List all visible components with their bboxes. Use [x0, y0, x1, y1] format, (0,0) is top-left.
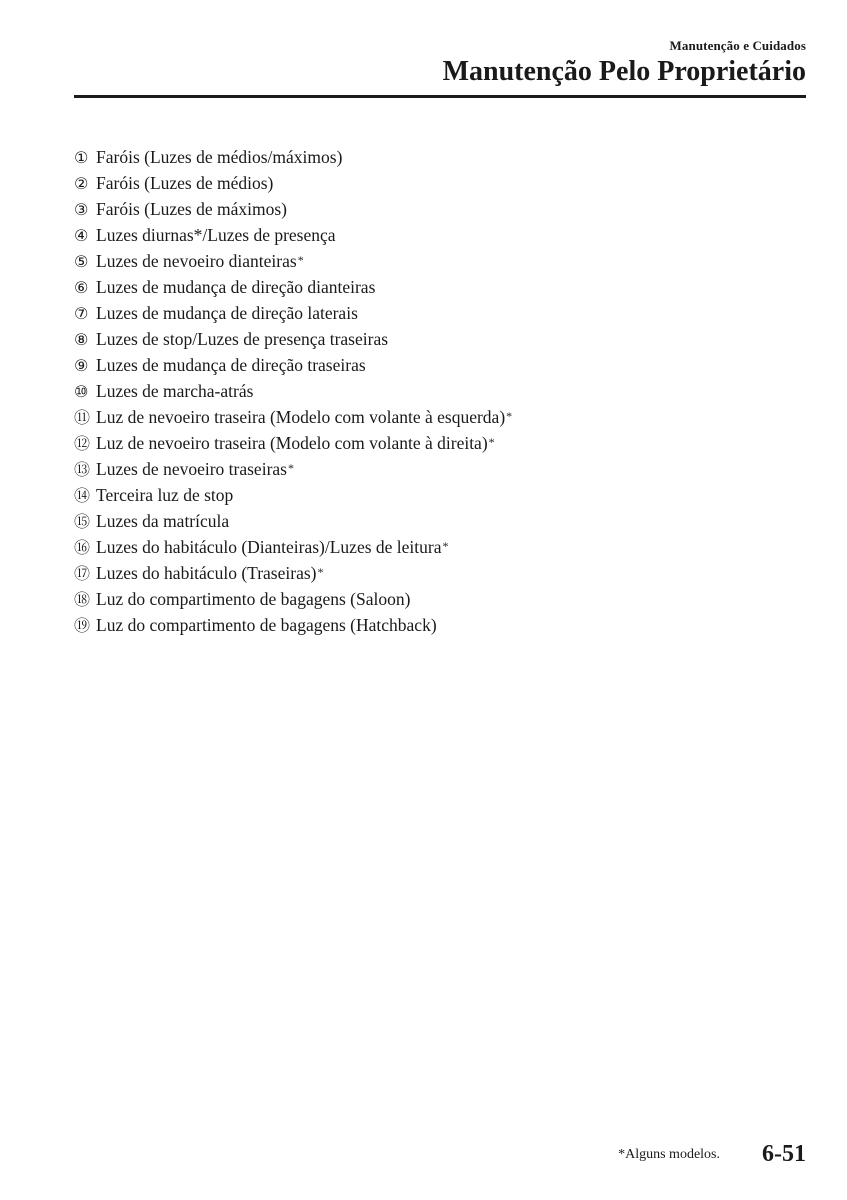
list-item: [74, 508, 512, 534]
item-number: ⑲: [74, 616, 91, 635]
item-text: Luzes de stop/Luzes de presença traseiras: [96, 329, 389, 349]
item-number: ①: [74, 148, 89, 167]
item-number: ⑦: [74, 304, 89, 323]
list-item: [74, 352, 512, 378]
item-number: ⑤: [74, 252, 89, 271]
item-number: ③: [74, 200, 89, 219]
item-text: Faróis (Luzes de máximos): [96, 199, 287, 219]
item-text: Luzes de nevoeiro dianteiras: [96, 251, 297, 271]
page-number: 6-51: [762, 1141, 806, 1167]
item-number: ⑨: [74, 356, 89, 375]
item-text: Luzes de marcha-atrás: [96, 381, 254, 401]
list-item: [74, 326, 512, 352]
list-item: [74, 378, 512, 404]
bulb-list: [74, 144, 512, 638]
item-number: ⑧: [74, 330, 89, 349]
item-number: ⑩: [74, 382, 89, 401]
asterisk: *: [506, 409, 513, 423]
list-item: [74, 586, 512, 612]
item-number: ⑰: [74, 564, 91, 583]
list-item: [74, 456, 512, 482]
item-number: ②: [74, 174, 89, 193]
list-item: [74, 248, 512, 274]
item-number: ⑯: [74, 538, 91, 557]
list-item: [74, 430, 512, 456]
header-rule: [74, 95, 806, 98]
list-item: [74, 560, 512, 586]
item-text: Luz de nevoeiro traseira (Modelo com volante à direita): [96, 433, 488, 453]
item-number: ⑬: [74, 460, 91, 479]
item-number: ⑭: [74, 486, 91, 505]
list-item: [74, 482, 512, 508]
page-title: Manutenção Pelo Proprietário: [442, 56, 806, 87]
item-number: ⑥: [74, 278, 89, 297]
item-number: ⑱: [74, 590, 91, 609]
list-item: [74, 300, 512, 326]
item-number: ⑪: [74, 408, 91, 427]
item-text: Luz do compartimento de bagagens (Saloon): [96, 589, 411, 609]
asterisk: *: [442, 539, 449, 553]
list-item: [74, 274, 512, 300]
item-number: ④: [74, 226, 89, 245]
asterisk: *: [297, 253, 304, 267]
section-label: Manutenção e Cuidados: [669, 38, 806, 53]
item-text: Luzes do habitáculo (Dianteiras)/Luzes de leitura: [96, 537, 442, 557]
footnote: *Alguns modelos.: [618, 1147, 720, 1162]
item-text: Luzes de mudança de direção traseiras: [96, 355, 366, 375]
item-text: Faróis (Luzes de médios): [96, 173, 274, 193]
item-text: Luz do compartimento de bagagens (Hatchback): [96, 615, 437, 635]
item-text: Luzes de nevoeiro traseiras: [96, 459, 287, 479]
asterisk: *: [287, 461, 294, 475]
list-item: [74, 222, 512, 248]
item-text: Luzes de mudança de direção dianteiras: [96, 277, 376, 297]
item-text: Faróis (Luzes de médios/máximos): [96, 147, 343, 167]
list-item: [74, 534, 512, 560]
asterisk: *: [317, 565, 324, 579]
list-item: [74, 170, 512, 196]
item-text: Luzes diurnas*/Luzes de presença: [96, 225, 336, 245]
item-text: Luzes do habitáculo (Traseiras): [96, 563, 317, 583]
item-text: Terceira luz de stop: [96, 485, 234, 505]
item-text: Luzes da matrícula: [96, 511, 230, 531]
list-item: [74, 144, 512, 170]
item-number: ⑫: [74, 434, 91, 453]
item-number: ⑮: [74, 512, 91, 531]
list-item: [74, 196, 512, 222]
asterisk: *: [488, 435, 495, 449]
list-item: [74, 404, 512, 430]
list-item: [74, 612, 512, 638]
item-text: Luzes de mudança de direção laterais: [96, 303, 358, 323]
item-text: Luz de nevoeiro traseira (Modelo com volante à esquerda): [96, 407, 506, 427]
